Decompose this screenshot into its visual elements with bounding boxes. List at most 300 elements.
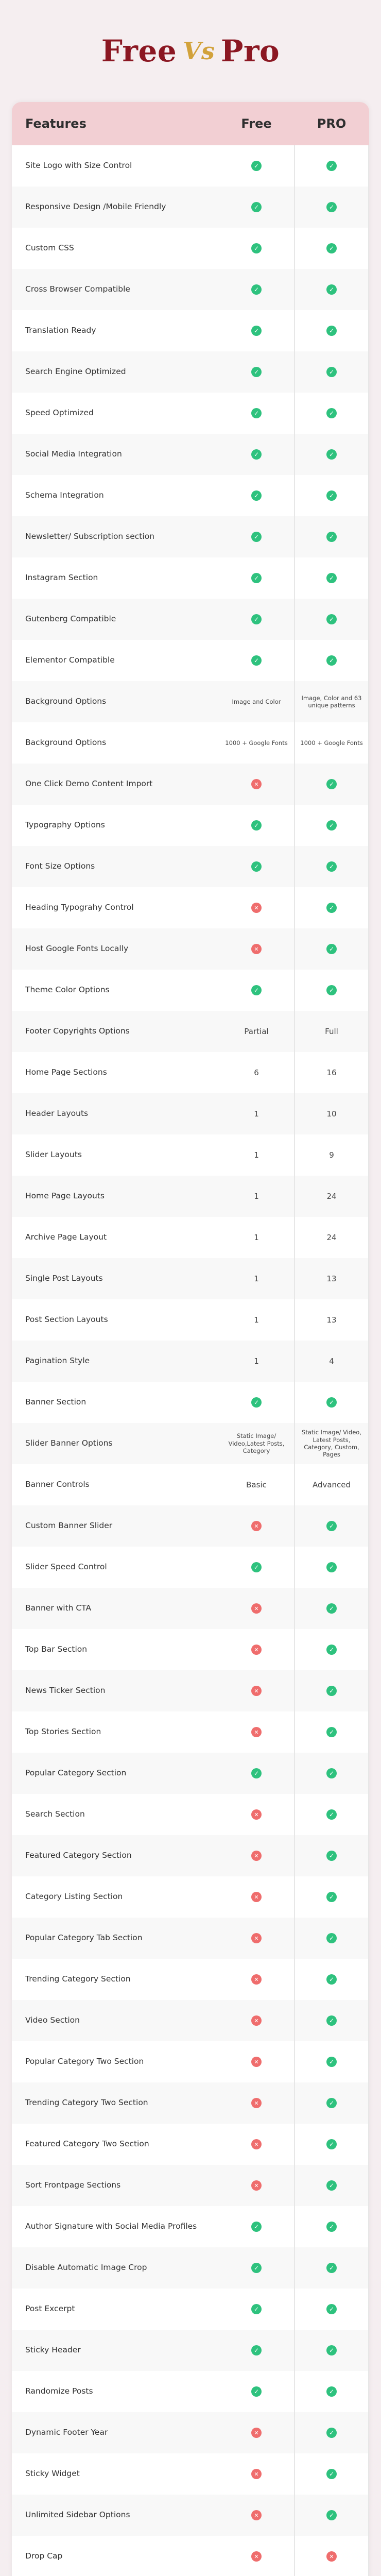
title-free: Free — [101, 33, 177, 69]
check-icon: ✓ — [326, 2139, 337, 2149]
feature-name: Banner Section — [25, 1397, 86, 1407]
pro-cell — [294, 1176, 369, 1217]
check-icon: ✓ — [326, 820, 337, 831]
table-row — [12, 187, 369, 228]
feature-name: Sort Frontpage Sections — [25, 2180, 121, 2190]
table-row — [12, 928, 369, 970]
free-cell — [219, 475, 294, 516]
free-cell — [219, 1588, 294, 1629]
table-row — [12, 846, 369, 887]
table-row — [12, 1588, 369, 1629]
free-cell — [219, 557, 294, 599]
table-row — [12, 599, 369, 640]
pro-value: 13 — [326, 1315, 337, 1325]
table-row — [12, 1052, 369, 1093]
free-value: Image and Color — [232, 698, 281, 705]
check-icon: ✓ — [251, 532, 262, 542]
comparison-title — [0, 0, 381, 102]
table-row — [12, 2124, 369, 2165]
pro-cell — [294, 1588, 369, 1629]
table-body — [12, 145, 369, 2576]
feature-name: Heading Typograhy Control — [25, 903, 134, 912]
free-cell — [219, 1835, 294, 1876]
check-icon: ✓ — [326, 367, 337, 377]
free-value: 1 — [254, 1191, 259, 1201]
check-icon: ✓ — [326, 1809, 337, 1820]
cross-icon: ✕ — [251, 2057, 262, 2067]
check-icon: ✓ — [251, 1397, 262, 1408]
pro-cell — [294, 1093, 369, 1134]
free-cell — [219, 1134, 294, 1176]
cross-icon: ✕ — [251, 2510, 262, 2520]
free-cell — [219, 1258, 294, 1299]
free-cell — [219, 1093, 294, 1134]
pro-cell — [294, 764, 369, 805]
feature-name: Top Stories Section — [25, 1727, 101, 1737]
table-row — [12, 1258, 369, 1299]
free-cell — [219, 1299, 294, 1341]
pro-cell — [294, 1464, 369, 1505]
pro-cell — [294, 2165, 369, 2206]
pro-cell — [294, 1959, 369, 2000]
feature-name: Typography Options — [25, 820, 105, 830]
table-row — [12, 1505, 369, 1547]
free-cell — [219, 846, 294, 887]
free-cell — [219, 2000, 294, 2041]
pro-cell — [294, 351, 369, 393]
pro-cell — [294, 269, 369, 310]
table-row — [12, 1670, 369, 1711]
free-cell — [219, 1382, 294, 1423]
pro-cell — [294, 434, 369, 475]
pro-cell — [294, 2000, 369, 2041]
pro-value: 16 — [326, 1067, 337, 1077]
free-cell — [219, 1217, 294, 1258]
table-row — [12, 393, 369, 434]
check-icon: ✓ — [326, 284, 337, 295]
pro-cell — [294, 557, 369, 599]
check-icon: ✓ — [326, 1397, 337, 1408]
feature-name: Single Post Layouts — [25, 1274, 103, 1283]
check-icon: ✓ — [251, 573, 262, 583]
check-icon: ✓ — [251, 243, 262, 253]
table-row — [12, 2289, 369, 2330]
feature-name: Font Size Options — [25, 861, 95, 871]
cross-icon: ✕ — [251, 2469, 262, 2479]
free-value: 1 — [254, 1315, 259, 1325]
feature-name: Popular Category Section — [25, 1768, 127, 1778]
check-icon: ✓ — [251, 326, 262, 336]
free-cell — [219, 1505, 294, 1547]
pro-cell — [294, 640, 369, 681]
table-row — [12, 2041, 369, 2082]
feature-name: Gutenberg Compatible — [25, 614, 116, 624]
check-icon: ✓ — [326, 1727, 337, 1737]
pro-cell — [294, 1753, 369, 1794]
feature-name: Translation Ready — [25, 326, 96, 335]
comparison-table — [12, 102, 369, 2576]
check-icon: ✓ — [326, 1645, 337, 1655]
table-row — [12, 1876, 369, 1918]
free-cell — [219, 2453, 294, 2495]
pro-value: Full — [325, 1026, 338, 1036]
cross-icon: ✕ — [251, 1933, 262, 1943]
feature-name: Instagram Section — [25, 573, 98, 583]
free-cell — [219, 1052, 294, 1093]
title-pro: Pro — [220, 33, 280, 69]
free-cell — [219, 1423, 294, 1464]
free-cell — [219, 1011, 294, 1052]
free-cell — [219, 434, 294, 475]
free-cell — [219, 2536, 294, 2576]
check-icon: ✓ — [326, 2469, 337, 2479]
table-row — [12, 1011, 369, 1052]
free-cell — [219, 1794, 294, 1835]
pro-cell — [294, 1134, 369, 1176]
check-icon: ✓ — [251, 614, 262, 624]
cross-icon: ✕ — [251, 903, 262, 913]
pro-cell — [294, 2371, 369, 2412]
table-row — [12, 1176, 369, 1217]
table-row — [12, 681, 369, 722]
free-value: 6 — [254, 1067, 259, 1077]
pro-value: 1000 + Google Fonts — [300, 739, 363, 747]
feature-name: Background Options — [25, 738, 107, 748]
free-cell — [219, 2041, 294, 2082]
feature-name: Slider Banner Options — [25, 1438, 113, 1448]
feature-name: Search Section — [25, 1809, 85, 1819]
pro-cell — [294, 1629, 369, 1670]
pro-cell — [294, 2330, 369, 2371]
free-cell — [219, 2124, 294, 2165]
free-cell — [219, 1464, 294, 1505]
check-icon: ✓ — [326, 655, 337, 666]
free-cell — [219, 2495, 294, 2536]
free-value: Basic — [246, 1480, 267, 1489]
cross-icon: ✕ — [326, 2551, 337, 2562]
feature-name: Post Excerpt — [25, 2304, 75, 2314]
table-row — [12, 1382, 369, 1423]
check-icon: ✓ — [251, 2222, 262, 2232]
table-row — [12, 1918, 369, 1959]
header-free: Free — [241, 116, 272, 131]
check-icon: ✓ — [251, 985, 262, 995]
pro-cell — [294, 2206, 369, 2247]
check-icon: ✓ — [251, 2304, 262, 2314]
table-row — [12, 2165, 369, 2206]
table-row — [12, 640, 369, 681]
check-icon: ✓ — [326, 1603, 337, 1614]
check-icon: ✓ — [326, 1892, 337, 1902]
pro-cell — [294, 1052, 369, 1093]
feature-name: Slider Layouts — [25, 1150, 82, 1160]
feature-name: Speed Optimized — [25, 408, 94, 418]
pro-cell — [294, 2453, 369, 2495]
free-cell — [219, 1918, 294, 1959]
free-value: 1 — [254, 1109, 259, 1118]
title-vs: Vs — [183, 37, 215, 65]
check-icon: ✓ — [251, 161, 262, 171]
free-cell — [219, 2412, 294, 2453]
pro-cell — [294, 1341, 369, 1382]
free-cell — [219, 1753, 294, 1794]
feature-name: Cross Browser Compatible — [25, 284, 130, 294]
check-icon: ✓ — [251, 2386, 262, 2397]
free-cell — [219, 1341, 294, 1382]
free-value: 1 — [254, 1150, 259, 1160]
table-row — [12, 887, 369, 928]
pro-cell — [294, 970, 369, 1011]
table-row — [12, 310, 369, 351]
feature-name: Footer Copyrights Options — [25, 1026, 130, 1036]
cross-icon: ✕ — [251, 779, 262, 789]
check-icon: ✓ — [326, 532, 337, 542]
check-icon: ✓ — [326, 490, 337, 501]
check-icon: ✓ — [326, 2386, 337, 2397]
free-cell — [219, 599, 294, 640]
feature-name: Pagination Style — [25, 1356, 90, 1366]
table-row — [12, 516, 369, 557]
check-icon: ✓ — [251, 490, 262, 501]
table-row — [12, 2206, 369, 2247]
pro-cell — [294, 145, 369, 187]
free-cell — [219, 1711, 294, 1753]
feature-name: Theme Color Options — [25, 985, 110, 995]
check-icon: ✓ — [326, 985, 337, 995]
free-cell — [219, 145, 294, 187]
check-icon: ✓ — [251, 655, 262, 666]
feature-name: Site Logo with Size Control — [25, 161, 132, 171]
feature-name: Slider Speed Control — [25, 1562, 107, 1572]
free-cell — [219, 2206, 294, 2247]
feature-name: Category Listing Section — [25, 1892, 123, 1902]
pro-cell — [294, 805, 369, 846]
feature-name: Top Bar Section — [25, 1645, 88, 1654]
check-icon: ✓ — [326, 1933, 337, 1943]
feature-name: Schema Integration — [25, 490, 104, 500]
pro-cell — [294, 1918, 369, 1959]
free-cell — [219, 393, 294, 434]
feature-name: Featured Category Two Section — [25, 2139, 149, 2149]
pro-value: 13 — [326, 1274, 337, 1283]
check-icon: ✓ — [326, 861, 337, 872]
check-icon: ✓ — [326, 944, 337, 954]
free-cell — [219, 681, 294, 722]
cross-icon: ✕ — [251, 2180, 262, 2191]
table-row — [12, 1629, 369, 1670]
check-icon: ✓ — [326, 2222, 337, 2232]
check-icon: ✓ — [251, 1768, 262, 1778]
feature-name: Randomize Posts — [25, 2386, 93, 2396]
cross-icon: ✕ — [251, 1851, 262, 1861]
free-value: 1 — [254, 1232, 259, 1242]
table-row — [12, 2000, 369, 2041]
check-icon: ✓ — [326, 2304, 337, 2314]
cross-icon: ✕ — [251, 944, 262, 954]
feature-name: Responsive Design /Mobile Friendly — [25, 202, 166, 212]
feature-name: Post Section Layouts — [25, 1315, 108, 1325]
check-icon: ✓ — [251, 367, 262, 377]
free-cell — [219, 640, 294, 681]
cross-icon: ✕ — [251, 1603, 262, 1614]
free-cell — [219, 1876, 294, 1918]
feature-name: Drop Cap — [25, 2551, 63, 2561]
feature-name: Custom Banner Slider — [25, 1521, 113, 1531]
check-icon: ✓ — [251, 202, 262, 212]
check-icon: ✓ — [251, 408, 262, 418]
feature-name: Newsletter/ Subscription section — [25, 532, 154, 541]
pro-cell — [294, 1011, 369, 1052]
free-value: Static Image/ Video,Latest Posts, Category — [228, 1432, 285, 1455]
pro-cell — [294, 1258, 369, 1299]
check-icon: ✓ — [251, 1562, 262, 1572]
table-row — [12, 1134, 369, 1176]
check-icon: ✓ — [326, 2263, 337, 2273]
pro-cell — [294, 599, 369, 640]
table-row — [12, 434, 369, 475]
pro-cell — [294, 393, 369, 434]
pro-cell — [294, 1505, 369, 1547]
pro-cell — [294, 1382, 369, 1423]
check-icon: ✓ — [326, 1562, 337, 1572]
table-header — [12, 102, 369, 145]
check-icon: ✓ — [326, 326, 337, 336]
table-row — [12, 2536, 369, 2576]
header-features: Features — [25, 116, 86, 131]
pro-cell — [294, 1876, 369, 1918]
check-icon: ✓ — [326, 614, 337, 624]
table-row — [12, 145, 369, 187]
feature-name: Trending Category Two Section — [25, 2098, 148, 2108]
feature-name: Sticky Header — [25, 2345, 81, 2355]
feature-name: Author Signature with Social Media Profiles — [25, 2222, 197, 2231]
check-icon: ✓ — [326, 243, 337, 253]
free-cell — [219, 2330, 294, 2371]
table-row — [12, 764, 369, 805]
table-row — [12, 2330, 369, 2371]
table-row — [12, 475, 369, 516]
free-cell — [219, 187, 294, 228]
pro-value: 24 — [326, 1232, 337, 1242]
check-icon: ✓ — [326, 573, 337, 583]
pro-value: Image, Color and 63 unique patterns — [301, 694, 362, 709]
feature-name: Home Page Layouts — [25, 1191, 105, 1201]
check-icon: ✓ — [326, 202, 337, 212]
pro-cell — [294, 1835, 369, 1876]
feature-name: Elementor Compatible — [25, 655, 115, 665]
table-row — [12, 2495, 369, 2536]
pro-cell — [294, 2536, 369, 2576]
table-row — [12, 269, 369, 310]
feature-name: Custom CSS — [25, 243, 74, 253]
table-row — [12, 1423, 369, 1464]
free-cell — [219, 516, 294, 557]
pro-cell — [294, 887, 369, 928]
feature-name: Home Page Sections — [25, 1067, 107, 1077]
free-cell — [219, 1959, 294, 2000]
free-cell — [219, 2289, 294, 2330]
check-icon: ✓ — [326, 161, 337, 171]
check-icon: ✓ — [326, 449, 337, 460]
check-icon: ✓ — [326, 2428, 337, 2438]
feature-name: Social Media Integration — [25, 449, 122, 459]
cross-icon: ✕ — [251, 1727, 262, 1737]
pro-cell — [294, 1670, 369, 1711]
pro-cell — [294, 1299, 369, 1341]
check-icon: ✓ — [326, 1974, 337, 1985]
pro-value: Static Image/ Video, Latest Posts, Category, Custom, Pages — [302, 1429, 361, 1459]
cross-icon: ✕ — [251, 1686, 262, 1696]
pro-cell — [294, 1547, 369, 1588]
pro-cell — [294, 2041, 369, 2082]
cross-icon: ✕ — [251, 1521, 262, 1531]
pro-cell — [294, 2495, 369, 2536]
feature-name: Featured Category Section — [25, 1851, 132, 1860]
table-row — [12, 1753, 369, 1794]
free-value: 1000 + Google Fonts — [225, 739, 288, 747]
feature-name: Host Google Fonts Locally — [25, 944, 129, 954]
pro-cell — [294, 2082, 369, 2124]
feature-name: One Click Demo Content Import — [25, 779, 153, 789]
table-row — [12, 722, 369, 764]
free-cell — [219, 722, 294, 764]
table-row — [12, 1959, 369, 2000]
cross-icon: ✕ — [251, 2551, 262, 2562]
table-row — [12, 228, 369, 269]
free-cell — [219, 2371, 294, 2412]
check-icon: ✓ — [251, 820, 262, 831]
free-cell — [219, 887, 294, 928]
feature-name: Background Options — [25, 697, 107, 706]
pro-value: 4 — [329, 1356, 334, 1366]
free-cell — [219, 1176, 294, 1217]
pro-cell — [294, 2124, 369, 2165]
table-row — [12, 1711, 369, 1753]
pro-cell — [294, 2247, 369, 2289]
pro-cell — [294, 475, 369, 516]
feature-name: Unlimited Sidebar Options — [25, 2510, 130, 2520]
pro-value: 10 — [326, 1109, 337, 1118]
cross-icon: ✕ — [251, 1645, 262, 1655]
free-value: 1 — [254, 1274, 259, 1283]
cross-icon: ✕ — [251, 2015, 262, 2026]
free-value: 1 — [254, 1356, 259, 1366]
free-cell — [219, 2165, 294, 2206]
free-cell — [219, 1670, 294, 1711]
table-row — [12, 2453, 369, 2495]
table-row — [12, 351, 369, 393]
cross-icon: ✕ — [251, 2139, 262, 2149]
free-cell — [219, 1629, 294, 1670]
table-row — [12, 1093, 369, 1134]
check-icon: ✓ — [326, 1521, 337, 1531]
header-pro: PRO — [317, 116, 347, 131]
feature-name: Search Engine Optimized — [25, 367, 126, 377]
check-icon: ✓ — [326, 2057, 337, 2067]
check-icon: ✓ — [251, 449, 262, 460]
pro-cell — [294, 1711, 369, 1753]
table-row — [12, 1794, 369, 1835]
check-icon: ✓ — [326, 408, 337, 418]
free-cell — [219, 764, 294, 805]
table-row — [12, 1547, 369, 1588]
free-cell — [219, 269, 294, 310]
pro-cell — [294, 722, 369, 764]
check-icon: ✓ — [326, 1686, 337, 1696]
cross-icon: ✕ — [251, 2428, 262, 2438]
check-icon: ✓ — [326, 2180, 337, 2191]
check-icon: ✓ — [251, 861, 262, 872]
